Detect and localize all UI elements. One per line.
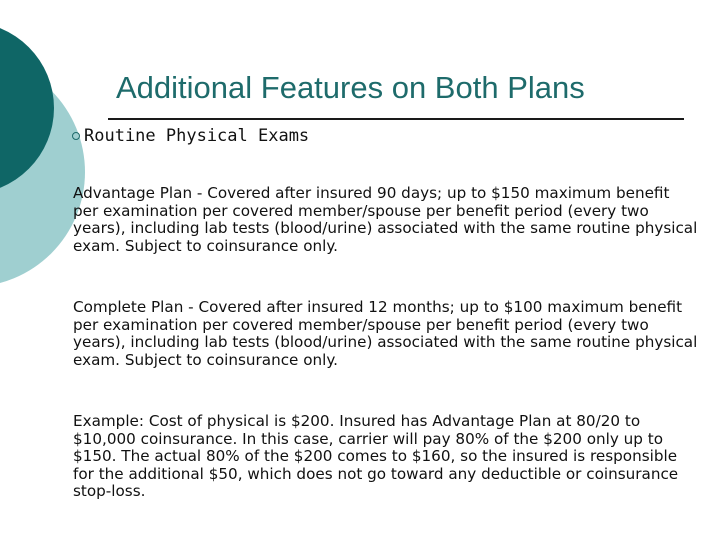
paragraph-text: - Covered after insured 12 months; up to $100 maximum benefit per examination per covered member/spouse per benefit period (every two years), including lab tests (blood/urine) associated with the same routine physical exam. Subject to coinsurance only. xyxy=(73,298,698,369)
bullet-text: Routine Physical Exams xyxy=(84,126,310,146)
paragraph-complete-plan xyxy=(73,299,698,369)
hollow-circle-bullet-icon xyxy=(72,132,80,140)
paragraph-lead: Advantage Plan xyxy=(73,184,193,202)
paragraph-text: Example: Cost of physical is $200. Insured has Advantage Plan at 80/20 to $10,000 coinsurance. In this case, carrier will pay 80% of the $200 only up to $150. The actual 80% of the $200 comes to $160, so the insured is responsible for the additional $50, which does not go toward any deductible or coinsurance stop-loss. xyxy=(73,412,679,500)
decorative-circles xyxy=(0,0,120,300)
paragraph-text: - Covered after insured 90 days; up to $150 maximum benefit per examination per covered member/spouse per benefit period (every two years), including lab tests (blood/urine) associated with the same routine physical exam. Subject to coinsurance only. xyxy=(73,184,698,255)
paragraph-lead: Complete Plan xyxy=(73,298,184,316)
paragraph-example xyxy=(73,413,698,501)
paragraph-advantage-plan xyxy=(73,185,698,255)
bullet-item xyxy=(72,126,309,146)
slide-title: Additional Features on Both Plans xyxy=(116,70,585,105)
title-divider xyxy=(108,118,684,120)
